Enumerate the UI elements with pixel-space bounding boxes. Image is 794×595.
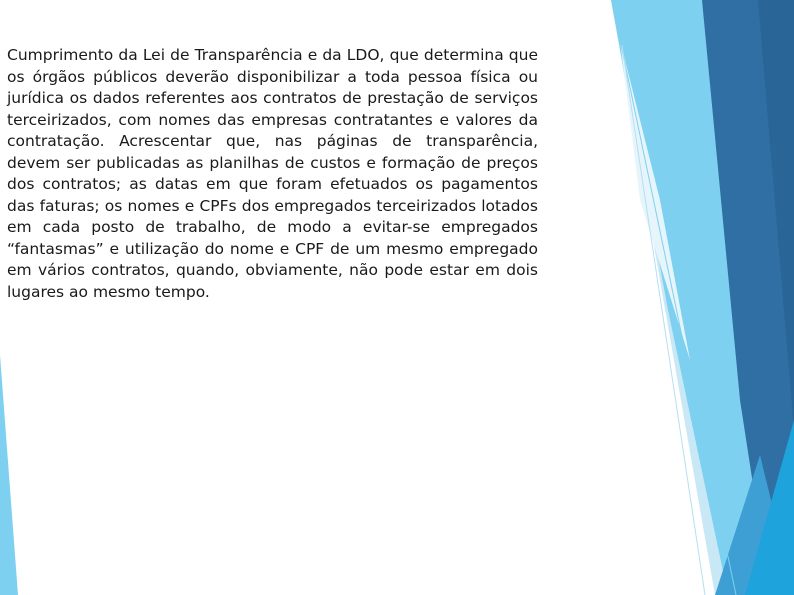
left-facet [0, 355, 18, 595]
body-paragraph: Cumprimento da Lei de Transparência e da LDO, que determina que os órgãos públicos deverão disponibilizar a toda pessoa física ou jurídica os dados referentes aos contratos de prestação de serviços terceirizados, com nomes das empresas contratantes e valores da contratação. Acrescentar que, nas páginas de transparência, devem ser publicadas as planilhas de custos e formação de preços dos contratos; as datas em que foram efetuados os pagamentos das faturas; os nomes e CPFs dos empregados terceirizados lotados em cada posto de trabalho, de modo a evitar-se empregados “fantasmas” e utilização do nome e CPF de um mesmo empregado em vários contratos, quando, obviamente, não pode estar em dois lugares ao mesmo tempo. [7, 46, 538, 301]
